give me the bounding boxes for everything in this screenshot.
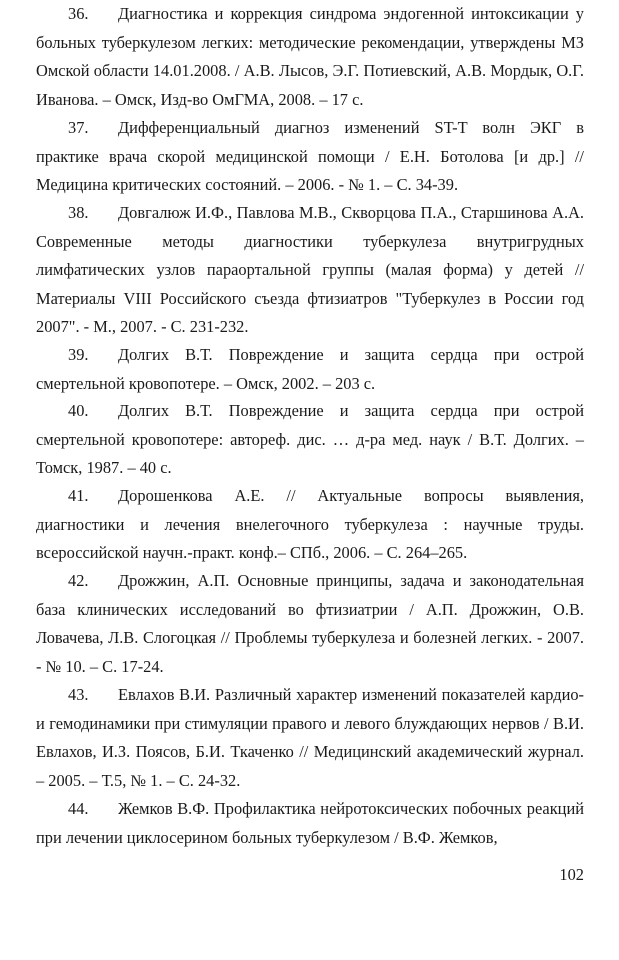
- page-number: 102: [559, 865, 584, 884]
- reference-40: [36, 397, 584, 483]
- reference-number: 41.: [68, 486, 89, 505]
- reference-text: Евлахов В.И. Различный характер изменений показателей кардио- и гемодинамики при стимуляции правого и левого блуждающих нервов / В.И. Евлахов, И.З. Поясов, Б.И. Ткаченко // Медицинский академический журнал. – 2005. – Т.5, № 1. – С. 24-32.: [36, 685, 584, 790]
- reference-number: 36.: [68, 4, 89, 23]
- reference-text: Дорошенкова А.Е. // Актуальные вопросы выявления, диагностики и лечения внелегочного туберкулеза : научные труды. всероссийской научн.-практ. конф.– СПб., 2006. – С. 264–265.: [36, 486, 584, 563]
- reference-42: [36, 567, 584, 681]
- reference-text: Диагностика и коррекция синдрома эндогенной интоксикации у больных туберкулезом легких: методические рекомендации, утверждены МЗ Омской области 14.01.2008. / А.В. Лысов, Э.Г. Потиевский, А.В. Мордык, О.Г. Иванова. – Омск, Изд-во ОмГМА, 2008. – 17 с.: [36, 4, 584, 109]
- reference-text: Дифференциальный диагноз изменений ST-T волн ЭКГ в практике врача скорой медицинской помощи / Е.Н. Ботолова [и др.] // Медицина критических состояний. – 2006. - № 1. – С. 34-39.: [36, 118, 584, 195]
- reference-38: [36, 199, 584, 342]
- reference-number: 39.: [68, 345, 89, 364]
- reference-text: Долгих В.Т. Повреждение и защита сердца при острой смертельной кровопотере: автореф. дис. … д-ра мед. наук / В.Т. Долгих. – Томск, 1987. – 40 с.: [36, 401, 584, 478]
- reference-text: Долгих В.Т. Повреждение и защита сердца при острой смертельной кровопотере. – Омск, 2002. – 203 с.: [36, 345, 584, 393]
- reference-36: [36, 0, 584, 114]
- reference-41: [36, 482, 584, 568]
- reference-44: [36, 795, 584, 852]
- reference-number: 40.: [68, 401, 89, 420]
- reference-37: [36, 114, 584, 200]
- reference-43: [36, 681, 584, 795]
- reference-text: Дрожжин, А.П. Основные принципы, задача и законодательная база клинических исследований во фтизиатрии / А.П. Дрожжин, О.В. Ловачева, Л.В. Слогоцкая // Проблемы туберкулеза и болезней легких. - 2007. - № 10. – С. 17-24.: [36, 571, 584, 676]
- reference-number: 43.: [68, 685, 89, 704]
- reference-number: 38.: [68, 203, 89, 222]
- reference-39: [36, 341, 584, 398]
- reference-number: 44.: [68, 799, 89, 818]
- reference-text: Довгалюж И.Ф., Павлова М.В., Скворцова П.А., Старшинова А.А. Современные методы диагностики туберкулеза внутригрудных лимфатических узлов параортальной группы (малая форма) у детей // Материалы VIII Российского съезда фтизиатров "Туберкулез в России год 2007". - М., 2007. - С. 231-232.: [36, 203, 584, 337]
- reference-text: Жемков В.Ф. Профилактика нейротоксических побочных реакций при лечении циклосерином больных туберкулезом / В.Ф. Жемков,: [36, 799, 584, 847]
- reference-number: 37.: [68, 118, 89, 137]
- reference-number: 42.: [68, 571, 89, 590]
